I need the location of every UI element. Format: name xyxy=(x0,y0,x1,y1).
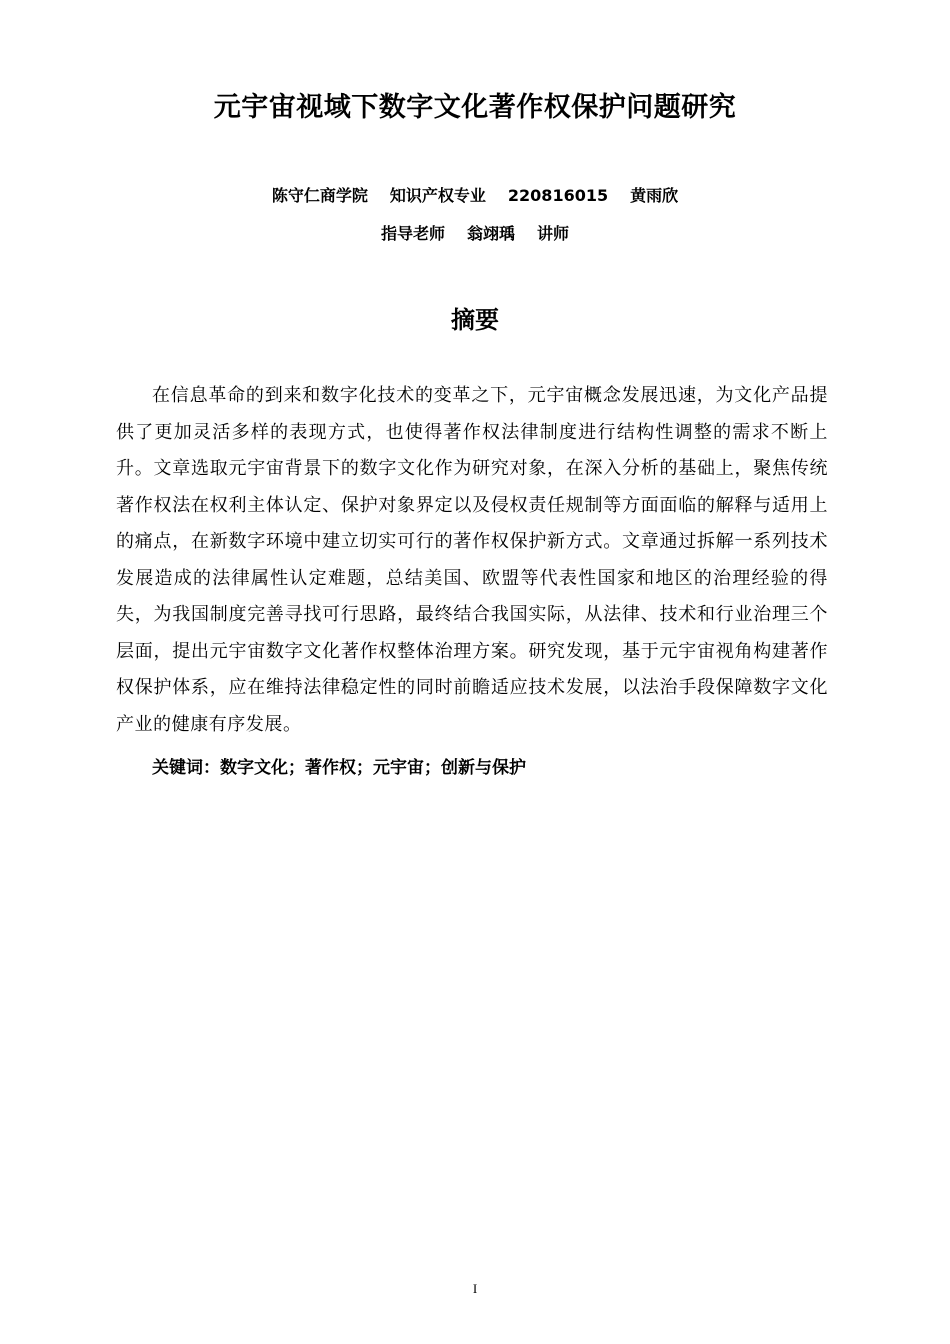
page-number: I xyxy=(472,1281,478,1296)
advisor-name: 翁翊瑀 xyxy=(466,224,515,243)
student-id: 220816015 xyxy=(507,186,609,205)
advisor-label: 指导老师 xyxy=(380,224,445,243)
abstract-paragraph: 在信息革命的到来和数字化技术的变革之下，元宇宙概念发展迅速，为文化产品提供了更加灵活多样的表现方式，也使得著作权法律制度进行结构性调整的需求不断上升。文章选取元宇宙背景下的数字文化作为研究对象，在深入分析的基础上，聚焦传统著作权法在权利主体认定、保护对象界定以及侵权责任规制等方面面临的解释与适用上的痛点，在新数字环境中建立切实可行的著作权保护新方式。文章通过拆解一系列技术发展造成的法律属性认定难题，总结美国、欧盟等代表性国家和地区的治理经验的得失，为我国制度完善寻找可行思路，最终结合我国实际，从法律、技术和行业治理三个层面，提出元宇宙数字文化著作权整体治理方案。研究发现，基于元宇宙视角构建著作权保护体系，应在维持法律稳定性的同时前瞻适应技术发展，以法治手段保障数字文化产业的健康有序发展。 xyxy=(116,385,828,735)
major-name: 知识产权专业 xyxy=(389,186,486,205)
advisor-info-line xyxy=(0,223,950,245)
keywords-line: 关键词：数字文化；著作权；元宇宙；创新与保护 xyxy=(152,758,526,778)
paper-title: 元宇宙视域下数字文化著作权保护问题研究 xyxy=(213,92,737,123)
author-info-line xyxy=(0,185,950,207)
author-name: 黄雨欣 xyxy=(630,186,679,205)
advisor-title: 讲师 xyxy=(537,224,570,243)
abstract-heading: 摘要 xyxy=(451,306,499,334)
college-name: 陈守仁商学院 xyxy=(271,186,368,205)
